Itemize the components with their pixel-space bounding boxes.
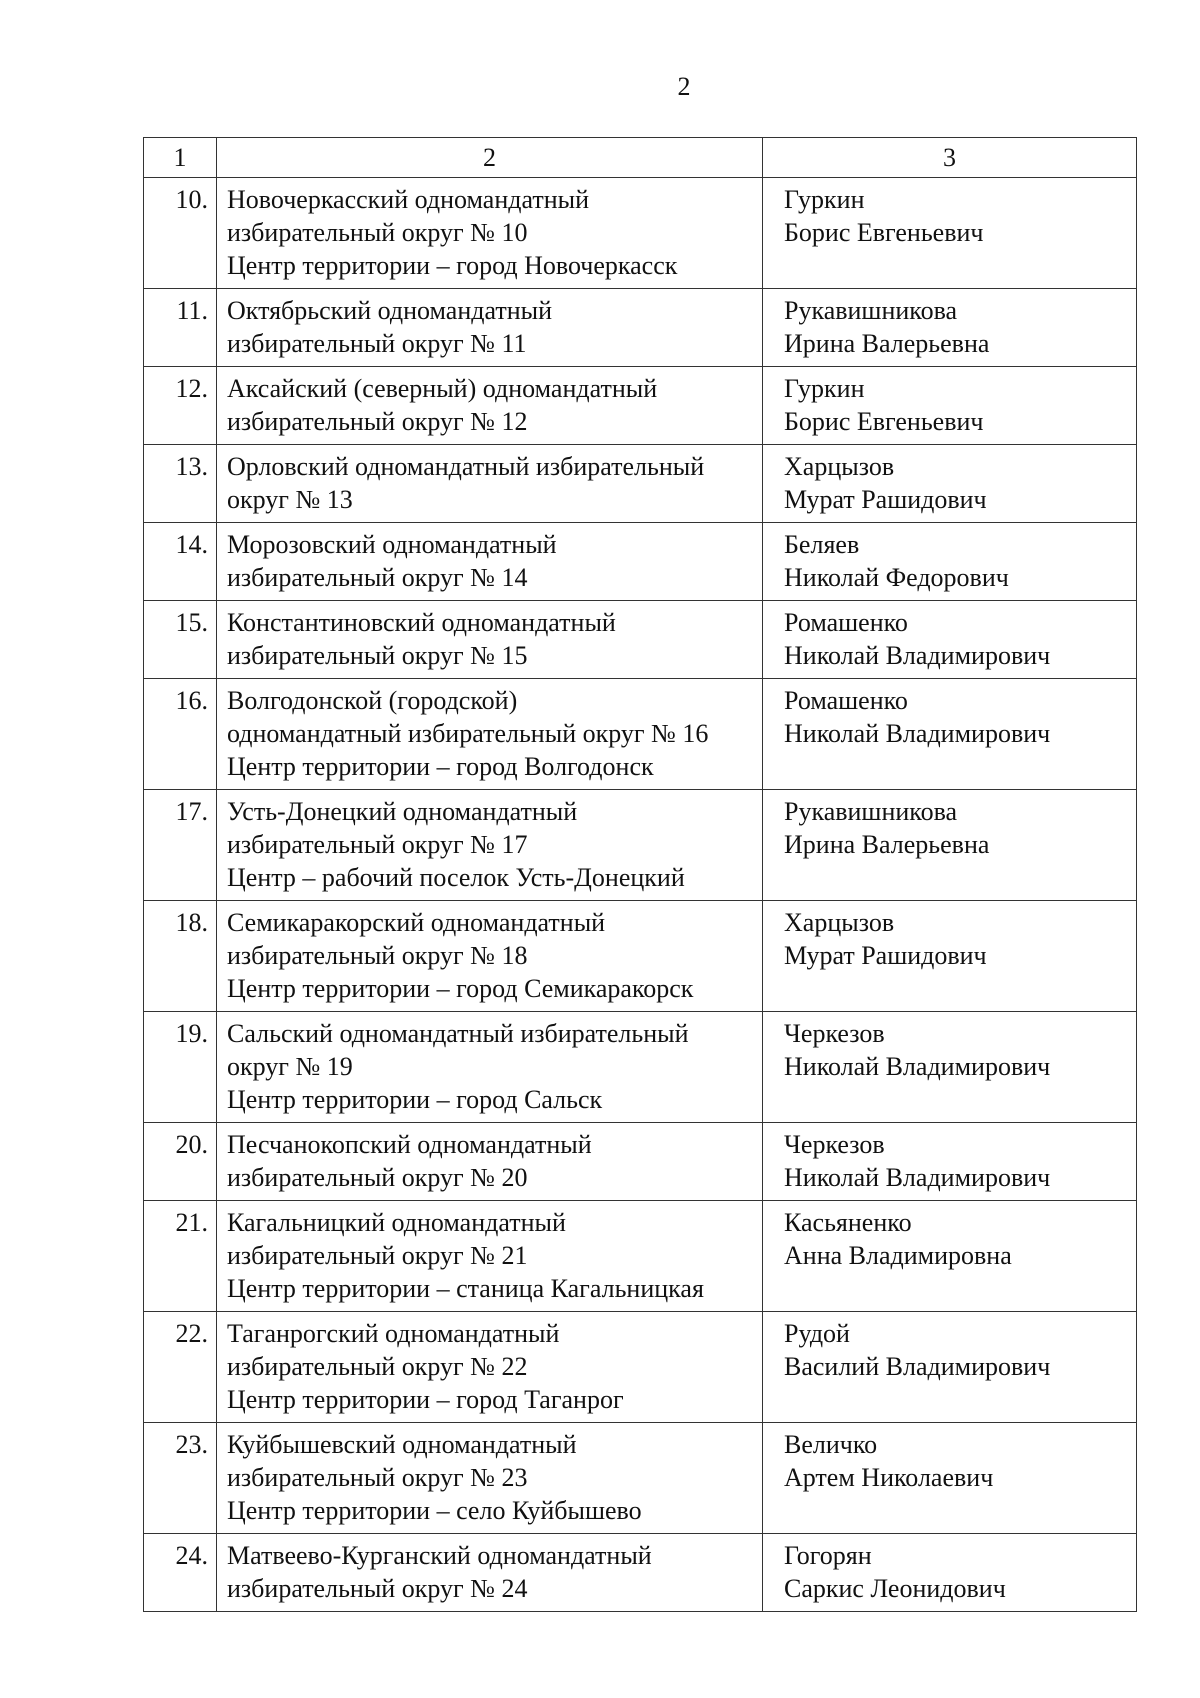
- person-surname: Гогорян: [784, 1541, 872, 1570]
- person-given-names: Василий Владимирович: [784, 1352, 1051, 1381]
- row-number: 17.: [144, 790, 217, 901]
- person-surname: Черкезов: [784, 1130, 885, 1159]
- district-line: избирательный округ № 23: [227, 1463, 528, 1492]
- person-surname: Харцызов: [784, 908, 895, 937]
- person-given-names: Анна Владимировна: [784, 1241, 1012, 1270]
- person-cell: [763, 901, 1137, 1012]
- person-cell: [763, 601, 1137, 679]
- person-surname: Величко: [784, 1430, 878, 1459]
- header-col-1: 1: [144, 138, 217, 178]
- table-row: [144, 523, 1137, 601]
- row-number: 21.: [144, 1201, 217, 1312]
- row-number: 18.: [144, 901, 217, 1012]
- person-cell: [763, 1201, 1137, 1312]
- person-cell: [763, 1423, 1137, 1534]
- table-row: [144, 178, 1137, 289]
- district-line: избирательный округ № 22: [227, 1352, 528, 1381]
- district-line: избирательный округ № 11: [227, 329, 527, 358]
- district-line: округ № 19: [227, 1052, 353, 1081]
- table-row: [144, 1201, 1137, 1312]
- person-cell: [763, 1123, 1137, 1201]
- person-surname: Ромашенко: [784, 608, 908, 637]
- district-line: избирательный округ № 14: [227, 563, 528, 592]
- person-given-names: Ирина Валерьевна: [784, 830, 990, 859]
- header-row: [144, 138, 1137, 178]
- district-cell: [217, 1012, 763, 1123]
- person-cell: [763, 445, 1137, 523]
- person-cell: [763, 790, 1137, 901]
- person-cell: [763, 178, 1137, 289]
- person-cell: [763, 1012, 1137, 1123]
- row-number: 12.: [144, 367, 217, 445]
- row-number: 22.: [144, 1312, 217, 1423]
- person-cell: [763, 1534, 1137, 1612]
- district-line: Семикаракорский одномандатный: [227, 908, 606, 937]
- person-cell: [763, 367, 1137, 445]
- districts-table: [143, 137, 1137, 1612]
- person-given-names: Николай Владимирович: [784, 719, 1051, 748]
- district-cell: [217, 1423, 763, 1534]
- person-given-names: Борис Евгеньевич: [784, 218, 984, 247]
- district-line: Центр территории – город Семикаракорск: [227, 974, 694, 1003]
- row-number: 13.: [144, 445, 217, 523]
- person-given-names: Ирина Валерьевна: [784, 329, 990, 358]
- person-surname: Рудой: [784, 1319, 850, 1348]
- table-row: [144, 1312, 1137, 1423]
- district-cell: [217, 1534, 763, 1612]
- district-line: Центр территории – город Волгодонск: [227, 752, 654, 781]
- district-cell: [217, 445, 763, 523]
- row-number: 19.: [144, 1012, 217, 1123]
- district-cell: [217, 679, 763, 790]
- district-line: избирательный округ № 15: [227, 641, 528, 670]
- district-cell: [217, 1123, 763, 1201]
- district-line: Орловский одномандатный избирательный: [227, 452, 705, 481]
- district-line: Центр территории – село Куйбышево: [227, 1496, 642, 1525]
- district-cell: [217, 367, 763, 445]
- district-line: Центр территории – город Таганрог: [227, 1385, 624, 1414]
- district-line: одномандатный избирательный округ № 16: [227, 719, 709, 748]
- district-line: Центр территории – город Сальск: [227, 1085, 603, 1114]
- person-surname: Ромашенко: [784, 686, 908, 715]
- table-row: [144, 1012, 1137, 1123]
- district-line: Матвеево-Курганский одномандатный: [227, 1541, 652, 1570]
- person-cell: [763, 1312, 1137, 1423]
- person-given-names: Николай Владимирович: [784, 641, 1051, 670]
- row-number: 15.: [144, 601, 217, 679]
- district-cell: [217, 790, 763, 901]
- person-given-names: Саркис Леонидович: [784, 1574, 1006, 1603]
- table-row: [144, 445, 1137, 523]
- district-line: избирательный округ № 17: [227, 830, 528, 859]
- district-line: Морозовский одномандатный: [227, 530, 557, 559]
- district-line: Усть-Донецкий одномандатный: [227, 797, 578, 826]
- person-cell: [763, 289, 1137, 367]
- table-row: [144, 790, 1137, 901]
- header-col-2: 2: [217, 138, 763, 178]
- district-line: Сальский одномандатный избирательный: [227, 1019, 689, 1048]
- district-line: Таганрогский одномандатный: [227, 1319, 560, 1348]
- district-line: округ № 13: [227, 485, 353, 514]
- person-given-names: Николай Владимирович: [784, 1163, 1051, 1192]
- table-row: [144, 1123, 1137, 1201]
- district-cell: [217, 901, 763, 1012]
- person-given-names: Николай Владимирович: [784, 1052, 1051, 1081]
- table-row: [144, 367, 1137, 445]
- district-line: Октябрьский одномандатный: [227, 296, 553, 325]
- district-line: избирательный округ № 18: [227, 941, 528, 970]
- table-header: [144, 138, 1137, 178]
- table-row: [144, 901, 1137, 1012]
- header-col-3: 3: [763, 138, 1137, 178]
- district-line: Кагальницкий одномандатный: [227, 1208, 566, 1237]
- row-number: 10.: [144, 178, 217, 289]
- row-number: 16.: [144, 679, 217, 790]
- district-line: избирательный округ № 10: [227, 218, 528, 247]
- person-surname: Рукавишникова: [784, 797, 958, 826]
- table-row: [144, 289, 1137, 367]
- person-cell: [763, 523, 1137, 601]
- district-line: Новочеркасский одномандатный: [227, 185, 590, 214]
- table-body: [144, 178, 1137, 1612]
- row-number: 14.: [144, 523, 217, 601]
- district-line: избирательный округ № 12: [227, 407, 528, 436]
- district-cell: [217, 178, 763, 289]
- district-cell: [217, 289, 763, 367]
- district-cell: [217, 601, 763, 679]
- person-surname: Касьяненко: [784, 1208, 912, 1237]
- district-cell: [217, 1201, 763, 1312]
- district-line: Константиновский одномандатный: [227, 608, 616, 637]
- person-surname: Рукавишникова: [784, 296, 958, 325]
- district-cell: [217, 1312, 763, 1423]
- table-row: [144, 1423, 1137, 1534]
- person-given-names: Борис Евгеньевич: [784, 407, 984, 436]
- person-given-names: Артем Николаевич: [784, 1463, 994, 1492]
- district-line: Куйбышевский одномандатный: [227, 1430, 577, 1459]
- district-line: избирательный округ № 24: [227, 1574, 528, 1603]
- person-given-names: Мурат Рашидович: [784, 941, 987, 970]
- page-number: 2: [677, 72, 691, 101]
- person-given-names: Мурат Рашидович: [784, 485, 987, 514]
- table-row: [144, 1534, 1137, 1612]
- district-line: Песчанокопский одномандатный: [227, 1130, 592, 1159]
- district-line: избирательный округ № 20: [227, 1163, 528, 1192]
- row-number: 23.: [144, 1423, 217, 1534]
- person-cell: [763, 679, 1137, 790]
- person-given-names: Николай Федорович: [784, 563, 1009, 592]
- person-surname: Гуркин: [784, 185, 865, 214]
- person-surname: Харцызов: [784, 452, 895, 481]
- person-surname: Беляев: [784, 530, 860, 559]
- district-line: Волгодонской (городской): [227, 686, 518, 715]
- district-cell: [217, 523, 763, 601]
- person-surname: Черкезов: [784, 1019, 885, 1048]
- district-line: Аксайский (северный) одномандатный: [227, 374, 658, 403]
- district-line: Центр территории – город Новочеркасск: [227, 251, 678, 280]
- table-row: [144, 601, 1137, 679]
- district-line: Центр – рабочий поселок Усть-Донецкий: [227, 863, 685, 892]
- row-number: 11.: [144, 289, 217, 367]
- district-line: Центр территории – станица Кагальницкая: [227, 1274, 704, 1303]
- person-surname: Гуркин: [784, 374, 865, 403]
- district-line: избирательный округ № 21: [227, 1241, 528, 1270]
- row-number: 24.: [144, 1534, 217, 1612]
- table-row: [144, 679, 1137, 790]
- row-number: 20.: [144, 1123, 217, 1201]
